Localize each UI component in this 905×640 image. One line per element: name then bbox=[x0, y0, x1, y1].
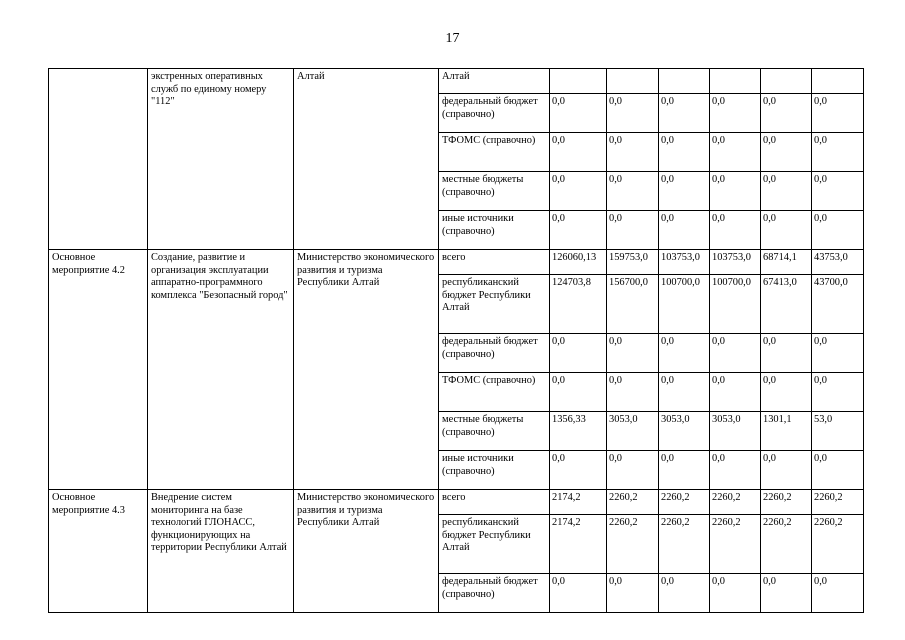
value-cell: 0,0 bbox=[607, 211, 659, 250]
value-cell: 2260,2 bbox=[761, 490, 812, 515]
value-cell: 0,0 bbox=[550, 172, 607, 211]
value-cell: 2174,2 bbox=[550, 515, 607, 574]
value-cell: 2260,2 bbox=[812, 490, 864, 515]
value-cell: 0,0 bbox=[812, 334, 864, 373]
value-cell: 0,0 bbox=[659, 451, 710, 490]
value-cell bbox=[659, 69, 710, 94]
source-cell: ТФОМС (справочно) bbox=[439, 133, 550, 172]
activity-cell: Основное мероприятие 4.3 bbox=[49, 490, 148, 613]
value-cell: 0,0 bbox=[710, 373, 761, 412]
activity-name-cell: экстренных оперативных служб по единому номеру "112" bbox=[148, 69, 294, 250]
value-cell: 0,0 bbox=[761, 373, 812, 412]
value-cell: 0,0 bbox=[607, 172, 659, 211]
source-cell: Алтай bbox=[439, 69, 550, 94]
value-cell: 0,0 bbox=[607, 451, 659, 490]
value-cell: 0,0 bbox=[710, 451, 761, 490]
value-cell: 0,0 bbox=[659, 373, 710, 412]
value-cell: 0,0 bbox=[659, 94, 710, 133]
value-cell: 2174,2 bbox=[550, 490, 607, 515]
value-cell: 43753,0 bbox=[812, 250, 864, 275]
value-cell: 0,0 bbox=[710, 211, 761, 250]
value-cell: 100700,0 bbox=[659, 275, 710, 334]
table-row bbox=[49, 69, 864, 94]
value-cell: 0,0 bbox=[550, 133, 607, 172]
value-cell bbox=[550, 69, 607, 94]
page-number: 17 bbox=[445, 31, 460, 46]
value-cell: 43700,0 bbox=[812, 275, 864, 334]
value-cell: 100700,0 bbox=[710, 275, 761, 334]
value-cell: 0,0 bbox=[761, 94, 812, 133]
executor-cell: Министерство экономического развития и туризма Республики Алтай bbox=[294, 250, 439, 490]
value-cell: 0,0 bbox=[659, 172, 710, 211]
value-cell: 0,0 bbox=[659, 211, 710, 250]
source-cell: местные бюджеты (справочно) bbox=[439, 172, 550, 211]
source-cell: иные источники (справочно) bbox=[439, 211, 550, 250]
source-cell: ТФОМС (справочно) bbox=[439, 373, 550, 412]
value-cell: 0,0 bbox=[550, 211, 607, 250]
value-cell: 0,0 bbox=[710, 334, 761, 373]
value-cell: 67413,0 bbox=[761, 275, 812, 334]
value-cell: 2260,2 bbox=[761, 515, 812, 574]
value-cell bbox=[710, 69, 761, 94]
value-cell: 103753,0 bbox=[659, 250, 710, 275]
activity-name-cell: Создание, развитие и организация эксплуатации аппаратно-программного комплекса "Безопасный город" bbox=[148, 250, 294, 490]
value-cell bbox=[607, 69, 659, 94]
value-cell: 0,0 bbox=[761, 211, 812, 250]
value-cell: 0,0 bbox=[761, 334, 812, 373]
value-cell: 2260,2 bbox=[659, 490, 710, 515]
budget-table bbox=[48, 68, 864, 613]
value-cell: 2260,2 bbox=[607, 515, 659, 574]
value-cell: 0,0 bbox=[761, 172, 812, 211]
value-cell: 0,0 bbox=[550, 373, 607, 412]
value-cell: 0,0 bbox=[607, 373, 659, 412]
value-cell bbox=[812, 69, 864, 94]
activity-cell bbox=[49, 69, 148, 250]
value-cell: 0,0 bbox=[550, 574, 607, 613]
value-cell: 0,0 bbox=[659, 133, 710, 172]
value-cell: 0,0 bbox=[550, 94, 607, 133]
table-row bbox=[49, 250, 864, 275]
source-cell: федеральный бюджет (справочно) bbox=[439, 334, 550, 373]
value-cell: 0,0 bbox=[710, 94, 761, 133]
value-cell: 0,0 bbox=[812, 574, 864, 613]
value-cell: 3053,0 bbox=[659, 412, 710, 451]
value-cell: 2260,2 bbox=[659, 515, 710, 574]
value-cell: 0,0 bbox=[710, 133, 761, 172]
value-cell: 2260,2 bbox=[812, 515, 864, 574]
value-cell: 0,0 bbox=[607, 334, 659, 373]
executor-cell: Министерство экономического развития и туризма Республики Алтай bbox=[294, 490, 439, 613]
value-cell: 68714,1 bbox=[761, 250, 812, 275]
value-cell: 124703,8 bbox=[550, 275, 607, 334]
value-cell: 3053,0 bbox=[607, 412, 659, 451]
value-cell: 0,0 bbox=[710, 172, 761, 211]
activity-name-cell: Внедрение систем мониторинга на базе технологий ГЛОНАСС, функционирующих на территории Республики Алтай bbox=[148, 490, 294, 613]
value-cell: 159753,0 bbox=[607, 250, 659, 275]
value-cell: 0,0 bbox=[607, 133, 659, 172]
value-cell: 0,0 bbox=[761, 574, 812, 613]
value-cell: 103753,0 bbox=[710, 250, 761, 275]
value-cell: 0,0 bbox=[812, 94, 864, 133]
value-cell: 0,0 bbox=[812, 211, 864, 250]
source-cell: федеральный бюджет (справочно) bbox=[439, 94, 550, 133]
value-cell: 0,0 bbox=[761, 451, 812, 490]
value-cell: 0,0 bbox=[812, 133, 864, 172]
value-cell: 0,0 bbox=[550, 334, 607, 373]
value-cell: 2260,2 bbox=[710, 515, 761, 574]
value-cell: 156700,0 bbox=[607, 275, 659, 334]
value-cell: 0,0 bbox=[607, 94, 659, 133]
value-cell: 0,0 bbox=[659, 574, 710, 613]
activity-cell: Основное мероприятие 4.2 bbox=[49, 250, 148, 490]
value-cell: 53,0 bbox=[812, 412, 864, 451]
value-cell: 0,0 bbox=[550, 451, 607, 490]
value-cell bbox=[761, 69, 812, 94]
executor-cell: Алтай bbox=[294, 69, 439, 250]
value-cell: 0,0 bbox=[761, 133, 812, 172]
table-row bbox=[49, 490, 864, 515]
value-cell: 2260,2 bbox=[710, 490, 761, 515]
value-cell: 0,0 bbox=[607, 574, 659, 613]
source-cell: всего bbox=[439, 490, 550, 515]
value-cell: 126060,13 bbox=[550, 250, 607, 275]
value-cell: 0,0 bbox=[659, 334, 710, 373]
value-cell: 1356,33 bbox=[550, 412, 607, 451]
value-cell: 2260,2 bbox=[607, 490, 659, 515]
value-cell: 0,0 bbox=[812, 172, 864, 211]
value-cell: 3053,0 bbox=[710, 412, 761, 451]
source-cell: всего bbox=[439, 250, 550, 275]
value-cell: 0,0 bbox=[812, 451, 864, 490]
source-cell: федеральный бюджет (справочно) bbox=[439, 574, 550, 613]
value-cell: 0,0 bbox=[710, 574, 761, 613]
source-cell: иные источники (справочно) bbox=[439, 451, 550, 490]
value-cell: 1301,1 bbox=[761, 412, 812, 451]
source-cell: местные бюджеты (справочно) bbox=[439, 412, 550, 451]
source-cell: республиканский бюджет Республики Алтай bbox=[439, 515, 550, 574]
value-cell: 0,0 bbox=[812, 373, 864, 412]
source-cell: республиканский бюджет Республики Алтай bbox=[439, 275, 550, 334]
